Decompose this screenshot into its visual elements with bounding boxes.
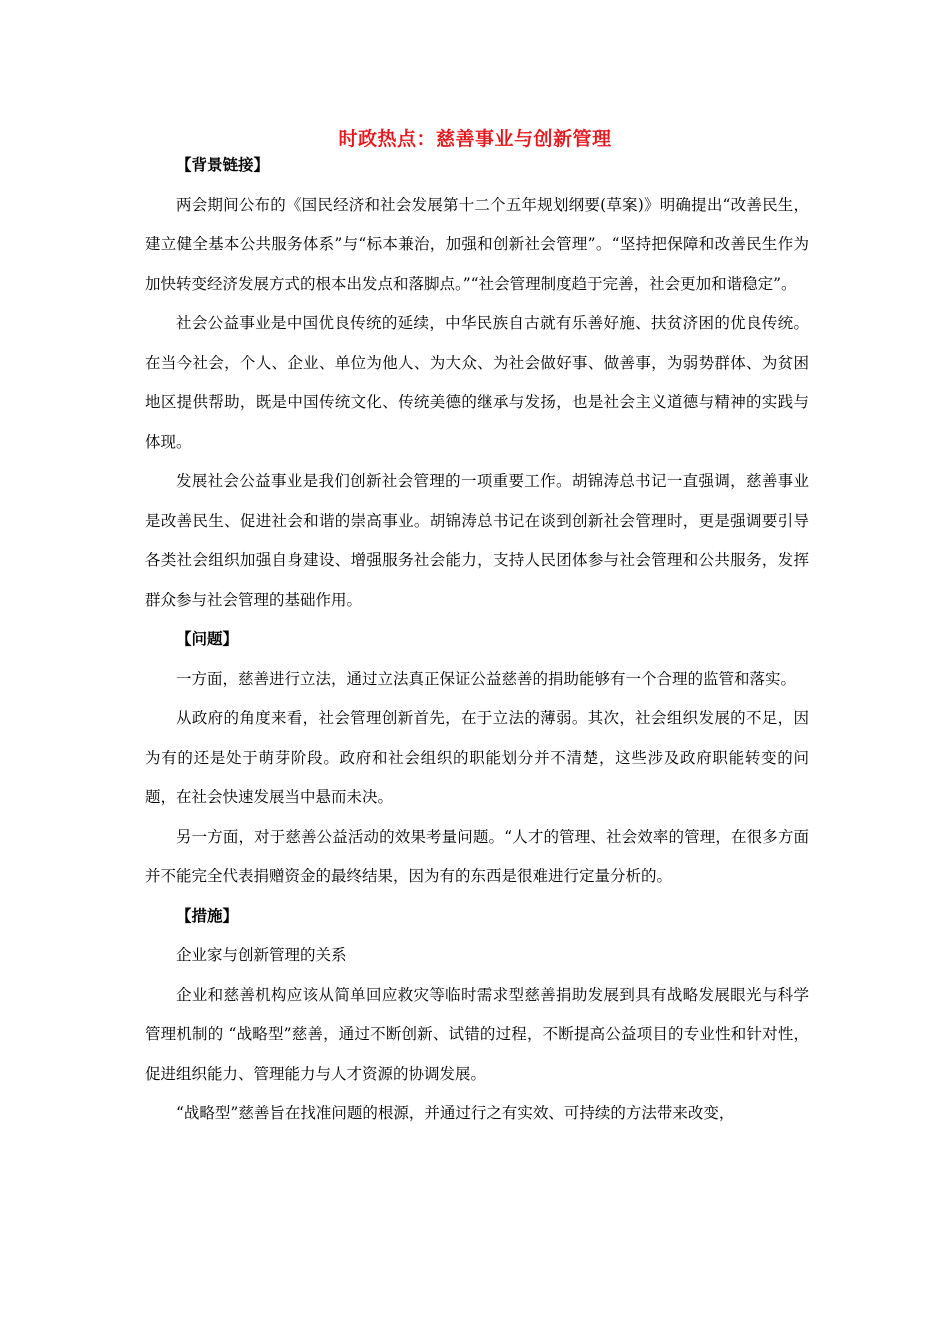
document-body <box>145 146 809 1134</box>
problem-paragraph-2: 从政府的角度来看，社会管理创新首先，在于立法的薄弱。其次，社会组织发展的不足，因为有的还是处于萌芽阶段。政府和社会组织的职能划分并不清楚，这些涉及政府职能转变的问题，在社会快速发展当中悬而未决。 <box>145 709 809 806</box>
document-title: 时政热点：慈善事业与创新管理 <box>338 128 612 150</box>
background-heading: 【背景链接】 <box>176 156 270 174</box>
measures-heading: 【措施】 <box>176 906 239 925</box>
measures-paragraph-2: “战略型”慈善旨在找准问题的根源，并通过行之有实效、可持续的方法带来改变， <box>176 1104 735 1122</box>
background-paragraph-1: 两会期间公布的《国民经济和社会发展第十二个五年规划纲要(草案)》明确提出“改善民生，建立健全基本公共服务体系”与“标本兼治，加强和创新社会管理”。“坚持把保障和改善民生作为加快转变经济发展方式的根本出发点和落脚点。”“社会管理制度趋于完善，社会更加和谐稳定”。 <box>145 195 809 293</box>
problem-heading: 【问题】 <box>176 630 239 648</box>
problem-paragraph-3: 另一方面，对于慈善公益活动的效果考量问题。“人才的管理、社会效率的管理，在很多方面并不能完全代表捐赠资金的最终结果，因为有的东西是很难进行定量分析的。 <box>145 827 809 885</box>
background-paragraph-2: 社会公益事业是中国优良传统的延续，中华民族自古就有乐善好施、扶贫济困的优良传统。在当今社会，个人、企业、单位为他人、为大众、为社会做好事、做善事，为弱势群体、为贫困地区提供帮助，既是中国传统文化、传统美德的继承与发扬，也是社会主义道德与精神的实践与体现。 <box>145 314 809 451</box>
measures-paragraph-1: 企业和慈善机构应该从简单回应救灾等临时需求型慈善捐助发展到具有战略发展眼光与科学管理机制的 “战略型”慈善，通过不断创新、试错的过程，不断提高公益项目的专业性和针对性，促进组织能力、管理能力与人才资源的协调发展。 <box>145 985 809 1083</box>
background-paragraph-3: 发展社会公益事业是我们创新社会管理的一项重要工作。胡锦涛总书记一直强调，慈善事业是改善民生、促进社会和谐的崇高事业。胡锦涛总书记在谈到创新社会管理时，更是强调要引导各类社会组织加强自身建设、增强服务社会能力，支持人民团体参与社会管理和公共服务，发挥群众参与社会管理的基础作用。 <box>145 472 809 609</box>
measures-subheading: 企业家与创新管理的关系 <box>176 946 347 964</box>
problem-paragraph-1: 一方面，慈善进行立法，通过立法真正保证公益慈善的捐助能够有一个合理的监管和落实。 <box>176 669 797 688</box>
